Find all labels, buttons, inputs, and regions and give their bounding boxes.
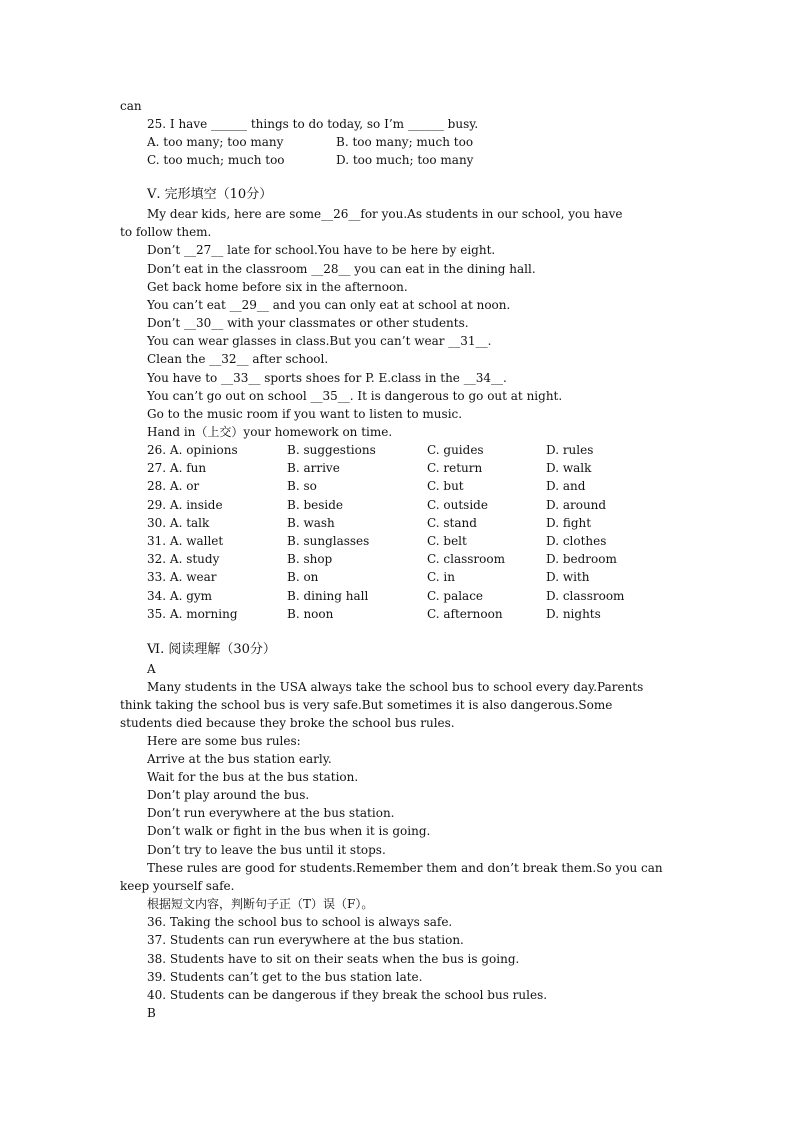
blank-33: __33__ (221, 371, 261, 385)
cloze-text: sports shoes for P. E.class in the (260, 371, 464, 385)
blank-35: __35__ (310, 389, 350, 403)
cloze-rule-27 (147, 241, 495, 259)
question-25: 25. I have ______ things to do today, so I’m ______ busy. (147, 117, 479, 131)
cloze-option: C. in (427, 570, 455, 585)
blank-30: __30__ (184, 316, 224, 330)
cloze-text: My dear kids, here are some (147, 207, 322, 221)
cloze-text: and you can only eat at school at noon. (268, 298, 511, 312)
cloze-option: D. and (546, 479, 586, 494)
cloze-text: for you.As students in our school, you have (360, 207, 623, 221)
cloze-option: B. noon (287, 606, 334, 621)
bus-rule: Don’t try to leave the bus until it stops. (147, 843, 386, 857)
cloze-option: 28. A. or (147, 479, 200, 494)
cloze-text: You can’t eat (147, 298, 230, 312)
cloze-option: 27. A. fun (147, 461, 207, 476)
cloze-text: Don’t (147, 243, 185, 257)
statement-37: 37. Students can run everywhere at the bus station. (147, 933, 464, 947)
cloze-option: B. shop (287, 552, 333, 567)
statement-39: 39. Students can’t get to the bus station late. (147, 970, 423, 984)
cloze-option: B. so (287, 479, 317, 494)
cloze-rule-33-34 (147, 369, 507, 387)
cloze-text: with your classmates or other students. (223, 316, 469, 330)
cloze-text: you can eat in the dining hall. (350, 262, 536, 276)
cloze-rule-home: Get back home before six in the afternoon. (147, 280, 408, 294)
passage-paragraph-line: keep yourself safe. (120, 879, 235, 893)
cloze-text: . It is dangerous to go out at night. (349, 389, 563, 403)
cloze-option: D. with (546, 570, 590, 585)
cloze-text: You can wear glasses in class.But you can’t wear (147, 334, 449, 348)
cloze-rule-32 (147, 350, 328, 368)
blank-29: __29__ (229, 298, 269, 312)
cloze-option: C. guides (427, 443, 484, 457)
cloze-intro-line-1 (147, 205, 623, 223)
cloze-option: B. beside (287, 497, 344, 512)
cloze-option: B. on (287, 570, 319, 585)
cloze-text: Clean the (147, 352, 210, 366)
q25-option-c: C. too much; much too (147, 153, 285, 167)
cloze-option: D. around (546, 497, 607, 512)
cloze-rule-30 (147, 314, 469, 332)
cloze-option: C. stand (427, 515, 477, 530)
blank-28: __28__ (311, 262, 351, 276)
cloze-text: . (487, 334, 492, 348)
cloze-rule-28 (147, 260, 536, 278)
cloze-option: B. wash (287, 515, 335, 530)
cloze-option: 26. A. opinions (147, 443, 238, 457)
cloze-rule-35 (147, 387, 562, 405)
section-heading-reading: Ⅵ. 阅读理解（30分） (147, 642, 276, 657)
cloze-option: B. suggestions (287, 443, 376, 457)
passage-paragraph-line: students died because they broke the school bus rules. (120, 716, 455, 730)
statement-40: 40. Students can be dangerous if they break the school bus rules. (147, 988, 548, 1002)
cloze-text: You have to (147, 371, 222, 385)
cloze-option: B. sunglasses (287, 534, 370, 548)
cloze-text: Don’t (147, 316, 185, 330)
cloze-option: D. fight (546, 515, 592, 530)
blank-32: __32__ (209, 352, 249, 366)
cloze-option: 30. A. talk (147, 515, 210, 530)
cloze-option: C. classroom (427, 552, 505, 567)
cloze-option: 34. A. gym (147, 588, 213, 603)
cloze-option: D. classroom (546, 588, 625, 603)
cloze-option: B. dining hall (287, 588, 369, 603)
cloze-rule-music: Go to the music room if you want to listen to music. (147, 407, 463, 421)
bus-rule: Don’t walk or fight in the bus when it is going. (147, 824, 431, 838)
cloze-option: C. outside (427, 497, 488, 512)
cloze-option: D. nights (546, 606, 601, 621)
cloze-option: D. rules (546, 443, 594, 457)
blank-31: __31__ (448, 334, 488, 348)
cloze-rule-homework: Hand in（上交）your homework on time. (147, 425, 393, 439)
bus-rule: Arrive at the bus station early. (147, 752, 332, 766)
cloze-option: D. bedroom (546, 552, 617, 567)
cloze-option: C. palace (427, 588, 484, 603)
cloze-option: 35. A. morning (147, 606, 238, 621)
cloze-text: after school. (248, 352, 329, 366)
statement-38: 38. Students have to sit on their seats when the bus is going. (147, 952, 520, 966)
statement-36: 36. Taking the school bus to school is always safe. (147, 915, 453, 929)
section-heading-cloze: Ⅴ. 完形填空（10分） (147, 187, 273, 202)
cloze-text: Don’t eat in the classroom (147, 262, 312, 276)
passage-paragraph-line: These rules are good for students.Remember them and don’t break them.So you can (147, 861, 663, 875)
cloze-text: You can’t go out on school (147, 389, 311, 403)
q25-option-b: B. too many; much too (336, 135, 474, 149)
cloze-rule-29 (147, 296, 510, 314)
passage-paragraph-line: Many students in the USA always take the school bus to school every day.Parents (147, 680, 644, 694)
passage-label-b: B (147, 1006, 156, 1020)
bus-rule: Don’t run everywhere at the bus station. (147, 806, 395, 820)
cloze-option: D. walk (546, 461, 592, 476)
cloze-option: 33. A. wear (147, 570, 217, 585)
q25-option-a: A. too many; too many (147, 135, 284, 149)
cloze-text: . (503, 371, 507, 385)
cloze-option: D. clothes (546, 534, 607, 548)
bus-rule: Wait for the bus at the bus station. (147, 770, 359, 784)
cloze-intro-line-2: to follow them. (120, 225, 212, 239)
true-false-instruction: 根据短文内容，判断句子正（T）误（F）。 (147, 897, 374, 911)
cloze-rule-31 (147, 332, 491, 350)
carry-over-word: can (120, 99, 142, 113)
q25-option-d: D. too much; too many (336, 153, 474, 167)
bus-rule: Don’t play around the bus. (147, 788, 310, 802)
passage-label-a: A (147, 662, 156, 676)
cloze-option: 29. A. inside (147, 497, 223, 512)
cloze-option: C. return (427, 461, 483, 476)
cloze-text: late for school.You have to be here by eight. (223, 243, 496, 257)
cloze-option: B. arrive (287, 461, 340, 476)
cloze-option: C. but (427, 479, 464, 494)
cloze-option: 32. A. study (147, 552, 220, 567)
blank-26: __26__ (321, 207, 361, 221)
cloze-option: C. afternoon (427, 606, 503, 621)
cloze-option: 31. A. wallet (147, 534, 224, 548)
blank-27: __27__ (184, 243, 224, 257)
blank-34: __34__ (463, 371, 504, 385)
bus-rules-intro: Here are some bus rules: (147, 734, 301, 748)
cloze-option: C. belt (427, 534, 467, 548)
passage-paragraph-line: think taking the school bus is very safe.But sometimes it is also dangerous.Some (120, 698, 613, 712)
